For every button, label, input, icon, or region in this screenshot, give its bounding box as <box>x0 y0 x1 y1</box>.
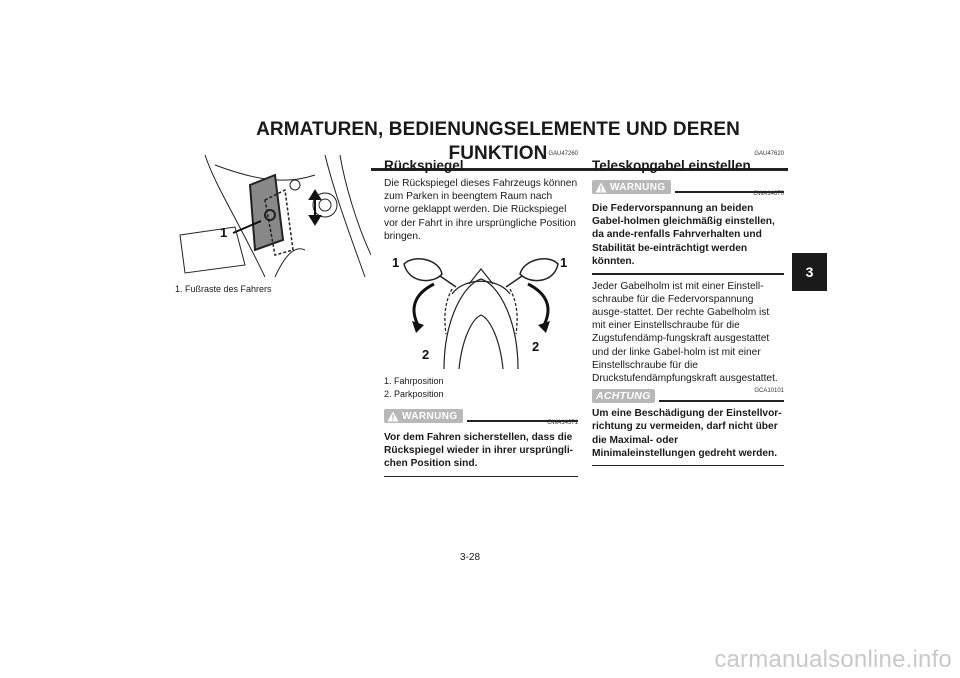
warning-code: GWA14371 <box>547 420 578 427</box>
caption: 1. Fahrposition <box>384 376 444 387</box>
chapter-tab[interactable]: 3 <box>792 253 827 291</box>
section-code: GAU47260 <box>548 151 578 157</box>
warning-label: WARNUNG <box>402 410 458 422</box>
caution-badge <box>592 389 655 403</box>
page-title: ARMATUREN, BEDIENUNGSELEMENTE UND DEREN FUNKTION <box>256 119 740 164</box>
caution-rule <box>659 400 784 402</box>
footrest-illustration <box>175 155 371 277</box>
warning-code: GWA14670 <box>753 191 784 197</box>
left-column <box>175 150 371 296</box>
warning-badge <box>384 409 463 423</box>
warning-text: Vor dem Fahren sicherstellen, dass die Rückspiegel wieder in ihrer ursprüngli-chen Position sind. <box>384 432 574 470</box>
figure-callout: 2 <box>532 339 540 355</box>
caution-text: Um eine Beschädigung der Einstellvor-richtung zu vermeiden, darf nicht über die Maximal- oder Minimaleinstellungen gedreht werden. <box>592 408 782 459</box>
section-heading: Rückspiegel <box>384 158 464 173</box>
figure-callout: 1 <box>220 225 228 240</box>
watermark: carmanualsonline.info <box>714 646 952 673</box>
warning-triangle-icon <box>387 411 399 422</box>
body-text: Die Rückspiegel dieses Fahrzeugs können zum Parken in beengtem Raum nach vorne geklappt werden. Die Rückspiegel vor der Fahrt in ihre ursprüngliche Position bringen. <box>384 178 578 242</box>
caption: 2. Parkposition <box>384 388 444 399</box>
mirror-illustration <box>384 249 578 369</box>
caution-label: ACHTUNG <box>596 390 651 403</box>
warning-end-rule <box>384 476 578 478</box>
figure-callout: 1 <box>392 255 400 271</box>
figure-callout: 2 <box>422 347 430 363</box>
figure-callout: 1 <box>560 255 568 271</box>
caution-code: GCA10101 <box>754 388 784 395</box>
page-number: 3-28 <box>460 552 481 563</box>
middle-column <box>384 150 578 477</box>
caption: 1. Fußraste des Fahrers <box>175 284 272 294</box>
section-heading: Teleskopgabel einstellen <box>592 158 751 173</box>
caution-end-rule <box>592 465 784 467</box>
right-column <box>592 150 784 466</box>
warning-label: WARNUNG <box>610 181 666 193</box>
warning-triangle-icon <box>595 182 607 193</box>
section-code: GAU47620 <box>754 151 784 157</box>
warning-text: Die Federvorspannung an beiden Gabel-holmen gleichmäßig einstellen, da ande-renfalls Fahrverhalten und Stabilität be-einträchtigt werden könnten. <box>592 203 775 267</box>
warning-badge <box>592 180 671 194</box>
body-text: Jeder Gabelholm ist mit einer Einstell-schraube für die Federvorspannung ausge-stattet. Der rechte Gabelholm ist mit einer Einstellschraube für die Zugstufendämp-fungskraft ausgestattet und der linke Gabel-holm ist mit einer Einstellschraube für die Druckstufendämpfungskraft ausgestattet. <box>592 280 778 384</box>
warning-end-rule <box>592 273 784 275</box>
